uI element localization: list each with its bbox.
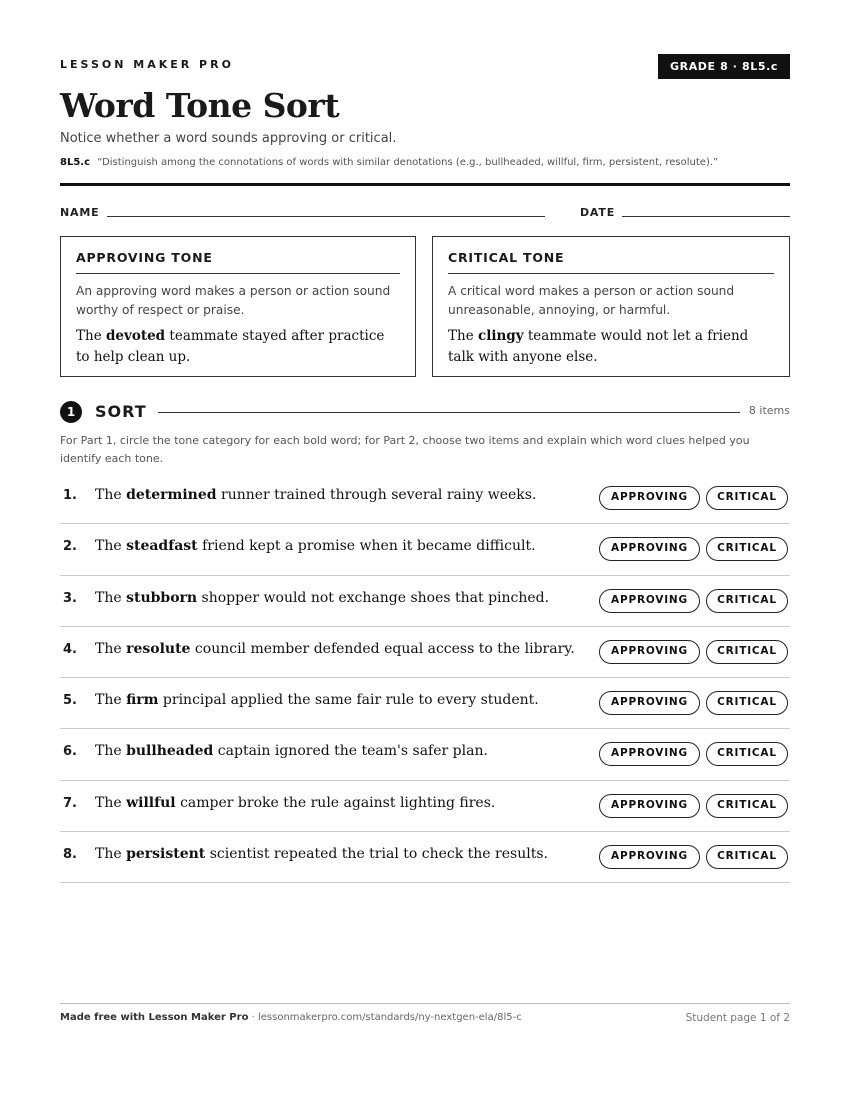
approving-option[interactable]: APPROVING bbox=[599, 486, 700, 510]
tone-box-description: A critical word makes a person or action sound unreasonable, annoying, or harmful. bbox=[448, 284, 735, 317]
sentence-text: captain ignored the team's safer plan. bbox=[213, 743, 488, 760]
item-sentence bbox=[95, 487, 536, 503]
section-instructions: For Part 1, circle the tone category for each bold word; for Part 2, choose two items and explain which word clues helped you identify each tone. bbox=[60, 434, 750, 465]
target-word: willful bbox=[126, 794, 176, 811]
critical-tone-box bbox=[432, 236, 790, 377]
item-number: 7. bbox=[63, 795, 77, 811]
tone-box-title: APPROVING TONE bbox=[76, 250, 400, 274]
tone-box-example bbox=[448, 326, 774, 368]
footer-divider bbox=[60, 1003, 790, 1004]
approving-option[interactable]: APPROVING bbox=[599, 691, 700, 715]
item-sentence bbox=[95, 590, 549, 606]
critical-option[interactable]: CRITICAL bbox=[706, 691, 788, 715]
standard-text: “Distinguish among the connotations of words with similar denotations (e.g., bullheaded, willful, firm, persistent, resolute).” bbox=[97, 157, 719, 168]
item-number: 1. bbox=[63, 488, 77, 503]
section-divider bbox=[158, 412, 740, 413]
page-title: Word Tone Sort bbox=[60, 86, 340, 125]
critical-option[interactable]: CRITICAL bbox=[706, 742, 788, 766]
sentence-text: The bbox=[95, 794, 127, 811]
item-sentence bbox=[95, 795, 495, 811]
item-number: 2. bbox=[63, 539, 77, 555]
list-item bbox=[60, 627, 790, 678]
sentence-text: camper broke the rule against lighting fires. bbox=[175, 794, 496, 811]
critical-option[interactable]: CRITICAL bbox=[706, 845, 788, 869]
approving-option[interactable]: APPROVING bbox=[599, 537, 700, 561]
name-label: NAME bbox=[60, 206, 100, 219]
list-item bbox=[60, 473, 790, 524]
critical-option[interactable]: CRITICAL bbox=[706, 794, 788, 818]
footer-credit bbox=[60, 1012, 522, 1023]
footer-page-number: Student page 1 of 2 bbox=[685, 1012, 790, 1024]
worksheet-page bbox=[60, 0, 790, 1100]
header-divider bbox=[60, 183, 790, 186]
name-field[interactable] bbox=[107, 216, 545, 217]
critical-option[interactable]: CRITICAL bbox=[706, 640, 788, 664]
sentence-text: The bbox=[95, 692, 127, 709]
section-title: SORT bbox=[95, 402, 147, 421]
approving-option[interactable]: APPROVING bbox=[599, 794, 700, 818]
sentence-text: friend kept a promise when it became difficult. bbox=[197, 538, 536, 555]
item-list bbox=[60, 473, 790, 883]
sentence-text: council member defended equal access to the library. bbox=[190, 640, 575, 657]
sentence-text: The bbox=[95, 589, 127, 606]
grade-badge: GRADE 8 · 8L5.c bbox=[658, 54, 790, 79]
standard-line bbox=[60, 157, 718, 168]
tone-box-description: An approving word makes a person or action sound worthy of respect or praise. bbox=[76, 284, 391, 317]
list-item bbox=[60, 524, 790, 575]
sentence-text: runner trained through several rainy weeks. bbox=[216, 487, 537, 503]
list-item bbox=[60, 729, 790, 780]
date-label: DATE bbox=[580, 206, 616, 219]
sentence-text: The bbox=[95, 743, 127, 760]
section-number-badge: 1 bbox=[60, 401, 82, 423]
sentence-text: The bbox=[95, 846, 127, 863]
item-number: 4. bbox=[63, 641, 77, 657]
approving-option[interactable]: APPROVING bbox=[599, 640, 700, 664]
footer-made-with: Made free with Lesson Maker Pro bbox=[60, 1012, 249, 1023]
standard-code: 8L5.c bbox=[60, 157, 91, 168]
tone-box-title: CRITICAL TONE bbox=[448, 250, 774, 274]
item-number: 6. bbox=[63, 744, 77, 760]
item-number: 3. bbox=[63, 590, 77, 606]
target-word: determined bbox=[126, 487, 217, 503]
example-text: teammate would not let a friend talk with anyone else. bbox=[448, 328, 749, 365]
example-text: teammate stayed after practice to help clean up. bbox=[76, 328, 385, 365]
example-text: The bbox=[448, 328, 478, 344]
critical-option[interactable]: CRITICAL bbox=[706, 537, 788, 561]
approving-option[interactable]: APPROVING bbox=[599, 845, 700, 869]
section-item-count: 8 items bbox=[748, 404, 790, 417]
list-item bbox=[60, 576, 790, 627]
tone-box-example bbox=[76, 326, 400, 368]
target-word: resolute bbox=[126, 640, 191, 657]
item-sentence bbox=[95, 846, 548, 862]
target-word: steadfast bbox=[126, 538, 198, 555]
critical-option[interactable]: CRITICAL bbox=[706, 486, 788, 510]
item-sentence bbox=[95, 641, 575, 657]
list-item bbox=[60, 781, 790, 832]
item-number: 5. bbox=[63, 693, 77, 709]
approving-tone-box bbox=[60, 236, 416, 377]
target-word: stubborn bbox=[126, 589, 198, 606]
footer-url[interactable]: · lessonmakerpro.com/standards/ny-nextgen-ela/8l5-c bbox=[248, 1012, 522, 1023]
sentence-text: shopper would not exchange shoes that pinched. bbox=[197, 589, 550, 606]
item-number: 8. bbox=[63, 847, 77, 863]
list-item bbox=[60, 832, 790, 883]
target-word: persistent bbox=[126, 846, 206, 863]
example-word: devoted bbox=[105, 328, 166, 344]
example-text: The bbox=[76, 328, 106, 344]
item-sentence bbox=[95, 743, 488, 759]
list-item bbox=[60, 678, 790, 729]
brand-label: LESSON MAKER PRO bbox=[60, 58, 234, 71]
sentence-text: principal applied the same fair rule to every student. bbox=[158, 692, 539, 709]
critical-option[interactable]: CRITICAL bbox=[706, 589, 788, 613]
target-word: bullheaded bbox=[126, 743, 214, 760]
sentence-text: The bbox=[95, 487, 127, 503]
target-word: firm bbox=[126, 692, 159, 709]
approving-option[interactable]: APPROVING bbox=[599, 589, 700, 613]
sentence-text: The bbox=[95, 538, 127, 555]
approving-option[interactable]: APPROVING bbox=[599, 742, 700, 766]
item-sentence bbox=[95, 538, 536, 554]
example-word: clingy bbox=[477, 328, 524, 344]
date-field[interactable] bbox=[622, 216, 790, 217]
sentence-text: scientist repeated the trial to check the results. bbox=[205, 846, 548, 863]
sentence-text: The bbox=[95, 640, 127, 657]
item-sentence bbox=[95, 692, 539, 708]
page-subtitle: Notice whether a word sounds approving or critical. bbox=[60, 131, 397, 146]
